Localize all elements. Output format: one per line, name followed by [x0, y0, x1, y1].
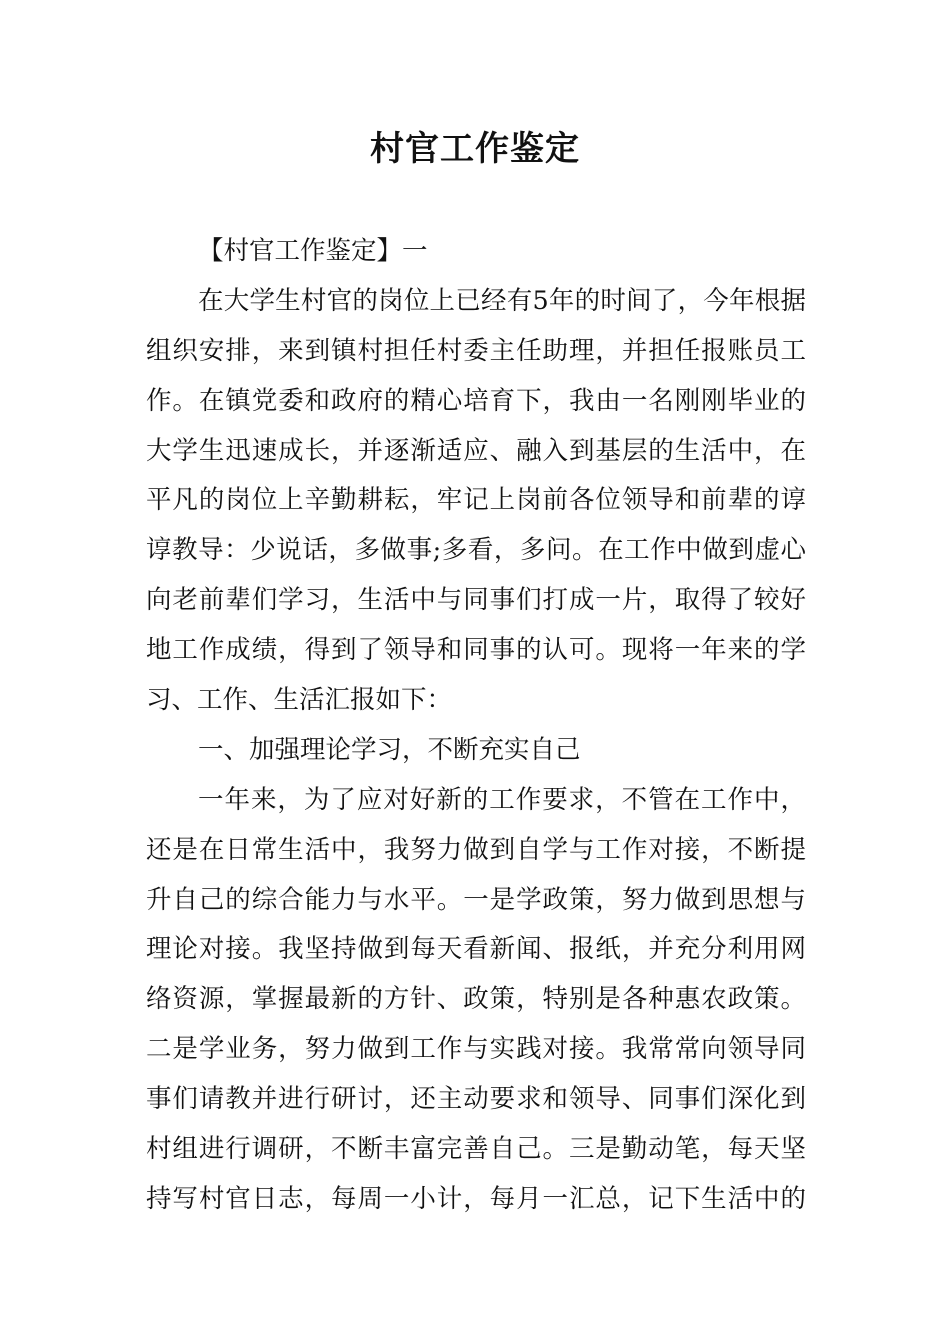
- text-line: 升自己的综合能力与水平。一是学政策，努力做到思想与: [146, 884, 806, 915]
- text-line: 还是在日常生活中，我努力做到自学与工作对接，不断提: [146, 834, 806, 865]
- text-line: 【村官工作鉴定】一: [198, 236, 428, 266]
- text-line: 一、加强理论学习，不断充实自己: [198, 734, 581, 765]
- text-line: 地工作成绩，得到了领导和同事的认可。现将一年来的学: [146, 635, 806, 666]
- text-line: 持写村官日志，每周一小计，每月一汇总，记下生活中的: [146, 1183, 806, 1214]
- text-line: 理论对接。我坚持做到每天看新闻、报纸，并充分利用网: [146, 934, 806, 965]
- document-title: 村官工作鉴定: [370, 129, 580, 169]
- text-line: 络资源，掌握最新的方针、政策，特别是各种惠农政策。: [146, 984, 806, 1015]
- text-line: 习、工作、生活汇报如下：: [146, 685, 453, 716]
- text-line: 事们请教并进行研讨，还主动要求和领导、同事们深化到: [146, 1084, 806, 1115]
- text-line: 一年来，为了应对好新的工作要求，不管在工作中，: [198, 784, 806, 815]
- text-line: 向老前辈们学习，生活中与同事们打成一片，取得了较好: [146, 585, 806, 616]
- text-line: 组织安排，来到镇村担任村委主任助理，并担任报账员工: [146, 335, 806, 366]
- text-line: 作。在镇党委和政府的精心培育下，我由一名刚刚毕业的: [146, 385, 806, 416]
- text-line: 村组进行调研，不断丰富完善自己。三是勤动笔，每天坚: [146, 1134, 806, 1165]
- text-line: 二是学业务，努力做到工作与实践对接。我常常向领导同: [146, 1034, 806, 1065]
- text-line: 大学生迅速成长，并逐渐适应、融入到基层的生活中，在: [146, 435, 806, 466]
- document-body: [146, 227, 806, 1225]
- text-line: 在大学生村官的岗位上已经有5年的时间了，今年根据: [198, 285, 806, 316]
- text-line: 谆教导：少说话，多做事;多看，多问。在工作中做到虚心: [146, 535, 806, 566]
- text-line: 平凡的岗位上辛勤耕耘，牢记上岗前各位领导和前辈的谆: [146, 485, 806, 516]
